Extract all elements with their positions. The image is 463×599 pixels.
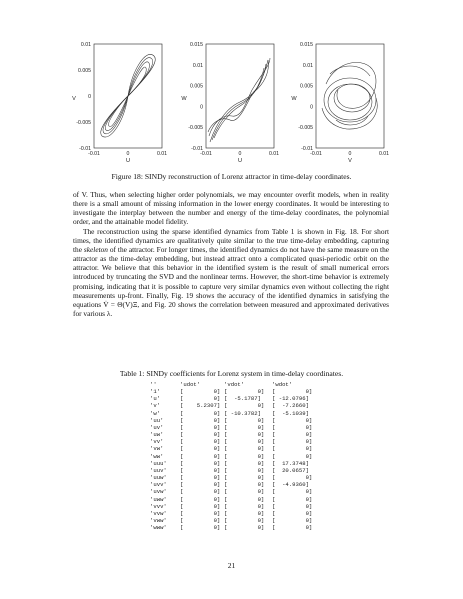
plot-u-v-svg [62,36,172,168]
coefficient-table [150,381,320,531]
table-row-term: 'www' [150,524,167,532]
xtick-label: 0 [238,151,242,157]
table-caption: Table 1: SINDy coefficients for Lorenz system in time-delay coordinates. [119,369,344,378]
xtick-label: -0.01 [88,151,100,157]
plot-v-w-xticks [310,151,389,157]
table-cell: [ 0] [180,509,221,517]
ytick-label: 0.015 [190,42,203,48]
emphasis-text: skeleton [83,245,108,255]
plot-u-w-xticks [200,151,279,157]
table-row-term: 'vww' [150,516,167,524]
plot-u-w-yticks [188,42,203,152]
table-row [150,503,320,510]
table-cell: [ -4.9360] [272,481,309,489]
table-row-term: 'w' [150,409,161,417]
ytick-label: 0.015 [300,42,313,48]
plot-v-w [282,36,392,168]
table-row [150,496,320,503]
table-cell: [ 0] [224,438,265,446]
table-row-term: '1' [150,388,161,396]
page-number: 21 [227,561,236,570]
table-cell: [ 0] [224,402,265,410]
table-row [150,467,320,474]
ytick-label: -0.01 [301,146,313,152]
y-axis-label: W [181,96,187,102]
table-cell: [ 0] [272,416,313,424]
table-row-term: 'ww' [150,452,164,460]
table-cell: [ -7.2660] [272,402,309,410]
table-header-cell: 'udot' [180,381,201,388]
ytick-label: -0.01 [191,146,203,152]
table-row-term: 'uv' [150,423,164,431]
table-cell: [ 0] [180,459,221,467]
plot-u-w-frame [206,44,274,148]
table-row [150,517,320,524]
table-cell: [ 0] [224,495,265,503]
table-cell: [ 0] [180,416,221,424]
table-row-term: 'uw' [150,431,164,439]
table-row-term: 'v' [150,402,161,410]
figure-caption: Figure 18: SINDy reconstruction of Lorenz attractor in time-delay coordinates. [111,172,352,181]
table-cell: [ -5.1039] [272,409,309,417]
table-row-term: 'uuu' [150,459,167,467]
table-cell: [ 0] [272,445,313,453]
table-row [150,524,320,531]
table-row-term: 'vvv' [150,502,167,510]
table-row [150,481,320,488]
table-cell: [ -10.3782] [224,409,261,417]
table-row [150,453,320,460]
table-cell: [ 0] [272,474,313,482]
table-cell: [ 0] [272,516,313,524]
ytick-label: 0.005 [78,68,91,74]
table-cell: [ 0] [180,445,221,453]
table-row-term: 'uvv' [150,481,167,489]
xtick-label: 0.01 [268,151,280,157]
table-cell: [ 0] [180,474,221,482]
table-row-term: 'vv' [150,438,164,446]
table-cell: [ 0] [180,524,221,532]
table-header-row [150,381,320,388]
table-cell: [ 0] [180,388,221,396]
xtick-label: -0.01 [310,151,322,157]
ytick-label: 0.005 [190,83,203,90]
table-row-term: 'uuv' [150,466,167,474]
table-row [150,431,320,438]
table-cell: [ 0] [224,516,265,524]
plot-v-w-frame [316,44,384,148]
table-row [150,438,320,445]
table-cell: [ 0] [224,481,265,489]
paragraph [73,227,389,318]
xtick-label: 0 [348,151,352,157]
table-cell: [ 0] [272,502,313,510]
table-row [150,488,320,495]
table-row [150,460,320,467]
paragraph-text: of the attractor. For longer times, the identified dynamics do not have the same measure on the attractor as the time-delay embedding, but instead attract onto a complicated quasi-periodic orbit on the attractor. We believe that this behavior in the identified system is the result of small numerical errors introduced by truncating the SVD and the nonlinear terms. However, the short-time behavior is extremely promising, indicating that it is possible to capture very similar dynamics even without collecting the right measurements up-front. Finally, Fig. 19 shows the accuracy of the identified dynamics in satisfying the equations V̇ = Θ(V)Ξ, and Fig. 20 shows the correlation between measured and approximated derivatives for various λ. [73,245,390,318]
paragraph-text: of V. Thus, when selecting higher order polynomials, we may encounter overfit models, when in reality there is a small amount of missing information in the lower energy coordinates. It would be interesting to investigate the interplay between the number and energy of the time-delay coordinates, the polynomial order, and the attainable model fidelity. [73,190,389,227]
ytick-label: 0.01 [302,62,313,69]
table-cell: [ -5.1787] [224,395,261,403]
x-axis-label: U [125,158,131,164]
ytick-label: -0.005 [76,120,91,126]
y-axis-label: V [72,96,76,102]
table-cell: [ 0] [224,431,265,439]
table-row-term: 'u' [150,395,161,403]
trajectory-v-w [322,62,377,129]
table-row [150,510,320,517]
ytick-label: 0 [310,104,313,111]
paragraph-text: The reconstruction using the sparse identified dynamics from Table 1 is shown in Fig. 18. For short times, the identified dynamics are qualitatively quite similar to the true time-delay embedding, capturing the [73,227,389,255]
xtick-label: 0 [126,151,130,157]
table-cell: [ 0] [272,452,313,460]
plot-u-v-yticks [76,42,91,152]
plot-u-w [172,36,282,168]
table-cell: [ 20.0657] [272,466,309,474]
table-cell: [ 0] [180,438,221,446]
table-cell: [ 0] [272,431,313,439]
figure-18 [0,36,463,168]
table-row-term: 'uvw' [150,488,167,496]
ytick-label: 0.005 [300,83,313,90]
table-cell: [ 0] [224,452,265,460]
table-row-term: 'vw' [150,445,164,453]
table-header-cell: '' [150,381,157,388]
table-cell: [ 0] [224,459,265,467]
table-cell: [ 0] [180,395,221,403]
ytick-label: -0.005 [188,125,203,132]
table-cell: [ 0] [180,495,221,503]
table-cell: [ 5.2307] [180,402,221,410]
table-cell: [ 17.3748] [272,459,309,467]
y-axis-label: W [291,96,297,102]
table-cell: [ 0] [180,431,221,439]
plot-v-w-yticks [298,42,313,152]
paragraph [73,190,389,226]
x-axis-label: U [237,158,243,164]
table-cell: [ 0] [180,488,221,496]
table-cell: [ 0] [180,466,221,474]
x-axis-label: V [348,158,352,164]
table-cell: [ 0] [224,474,265,482]
plot-v-w-svg [282,36,392,168]
table-row [150,424,320,431]
ytick-label: 0.01 [192,62,203,69]
table-cell: [ 0] [180,481,221,489]
table-cell: [ 0] [224,423,265,431]
trajectory-u-w [208,58,270,142]
table-row [150,395,320,402]
table-cell: [ 0] [224,445,265,453]
table-row [150,410,320,417]
ytick-label: 0.01 [80,42,91,48]
table-cell: [ 0] [272,509,313,517]
table-cell: [ 0] [224,509,265,517]
ytick-label: -0.005 [298,125,313,132]
table-row [150,474,320,481]
table-cell: [ 0] [180,423,221,431]
table-cell: [ 0] [224,524,265,532]
xtick-label: 0.01 [156,151,168,157]
table-cell: [ 0] [180,502,221,510]
table-header-cell: 'vdot' [224,381,245,388]
xtick-label: 0.01 [378,151,390,157]
table-row [150,417,320,424]
table-cell: [ 0] [272,388,313,396]
table-row [150,402,320,409]
table-row-term: 'uu' [150,416,164,424]
table-cell: [ 0] [224,466,265,474]
trajectory-u-v [101,54,156,137]
table-cell: [ 0] [224,488,265,496]
table-row [150,388,320,395]
table-row-term: 'vvw' [150,509,167,517]
table-header-cell: 'wdot' [272,381,293,388]
table-cell: [ 0] [180,516,221,524]
table-cell: [ 0] [272,495,313,503]
table-cell: [ 0] [272,488,313,496]
table-cell: [ 0] [272,438,313,446]
table-row-term: 'uww' [150,495,167,503]
table-cell: [ 0] [224,388,265,396]
table-cell: [ -12.0796] [272,395,309,403]
ytick-label: -0.01 [79,146,91,152]
plot-u-v-xticks [88,151,167,157]
plot-u-v [62,36,172,168]
table-cell: [ 0] [272,524,313,532]
plot-u-w-svg [172,36,282,168]
table-row [150,445,320,452]
table-cell: [ 0] [180,409,221,417]
table-cell: [ 0] [180,452,221,460]
xtick-label: -0.01 [200,151,212,157]
table-cell: [ 0] [272,423,313,431]
table-cell: [ 0] [224,502,265,510]
table-row-term: 'uuw' [150,474,167,482]
ytick-label: 0 [88,94,91,100]
ytick-label: 0 [200,104,203,111]
table-cell: [ 0] [224,416,265,424]
